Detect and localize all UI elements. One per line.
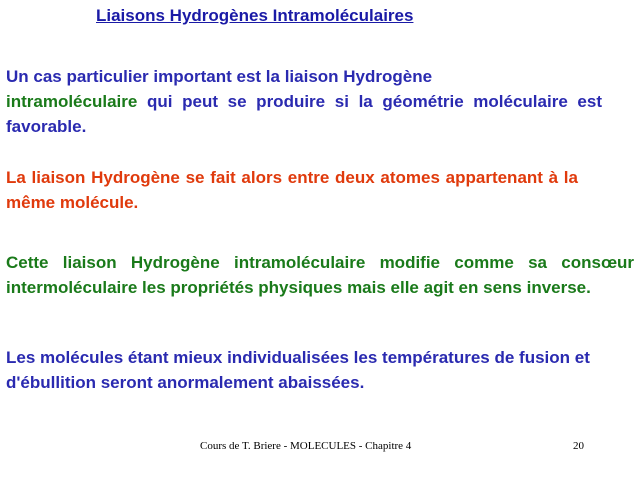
definition-paragraph: La liaison Hydrogène se fait alors entre deux atomes appartenant à la même molécule. <box>6 168 578 212</box>
temperature-paragraph: Les molécules étant mieux individualisées les températures de fusion et d'ébullition seront anormalement abaissées. <box>6 348 590 392</box>
page-number: 20 <box>573 440 584 452</box>
footer-course: Cours de T. Briere - MOLECULES - Chapitre 4 <box>200 440 412 452</box>
intro-text-start: Un cas particulier important est la liaison Hydrogène <box>6 67 433 86</box>
properties-paragraph: Cette liaison Hydrogène intramoléculaire modifie comme sa consœur intermoléculaire les propriétés physiques mais elle agit en sens inverse. <box>6 253 634 297</box>
slide-title: Liaisons Hydrogènes Intramoléculaires <box>96 6 414 25</box>
intramolecular-highlight: intramoléculaire <box>6 92 138 111</box>
intro-text-end: qui peut se produire si la géométrie moléculaire est favorable. <box>6 92 602 136</box>
intro-paragraph <box>6 64 602 139</box>
